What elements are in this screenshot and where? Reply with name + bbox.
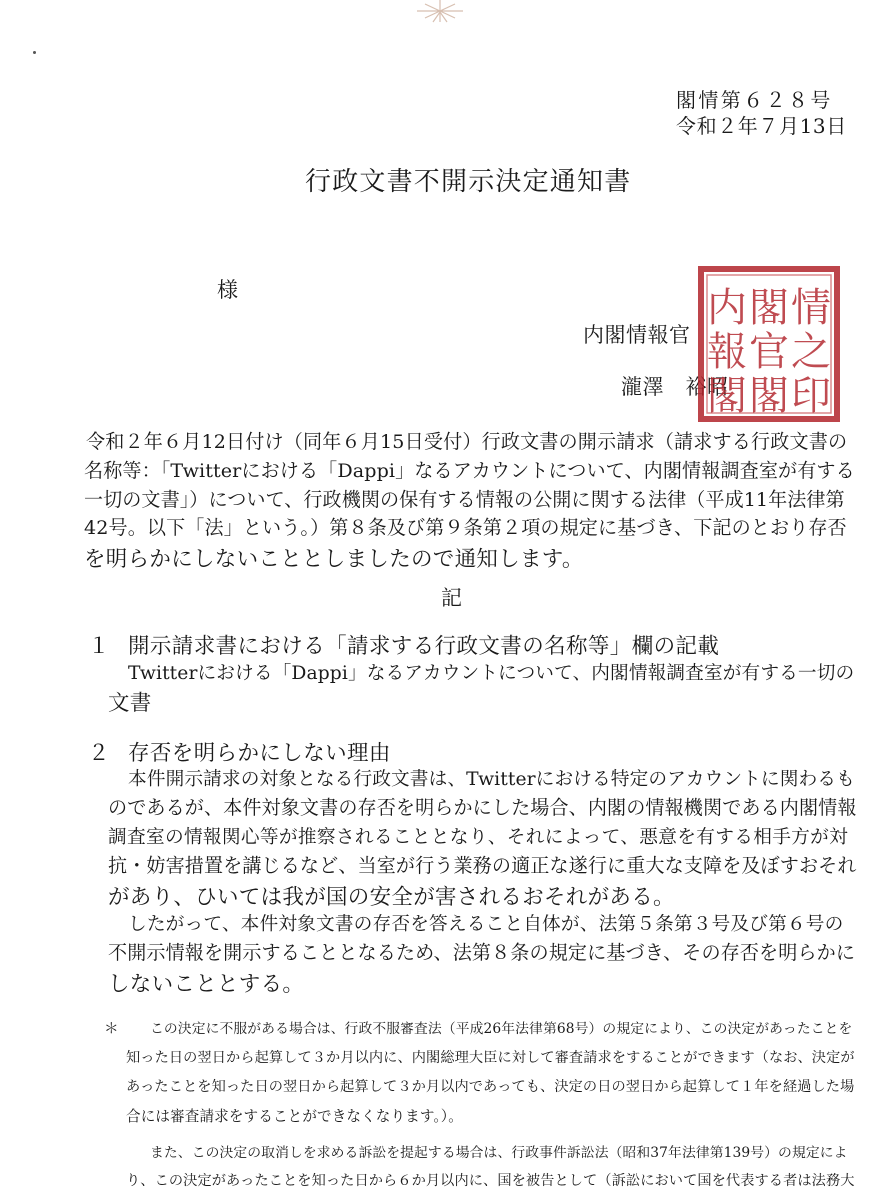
section1-line: Twitterにおける「Dappi」なるアカウントについて、内閣情報調査室が有する一切の — [128, 663, 855, 684]
section2-line: しないこととする。 — [108, 972, 305, 997]
section2-line: 調査室の情報関心等が推察されることとなり、それによって、悪意を有する相手方が対 — [108, 827, 849, 848]
footnote-line: 知った日の翌日から起算して３か月以内に、内閣総理大臣に対して審査請求をすることができます（なお、決定が — [126, 1050, 855, 1066]
footnote-line: り、この決定があったことを知った日から６か月以内に、国を被告として（訴訟において国を代表する者は法務大 — [126, 1173, 855, 1189]
section2-line: があり、ひいては我が国の安全が害されるおそれがある。 — [108, 885, 675, 910]
intro-line: 令和２年６月12日付け（同年６月15日受付）行政文書の開示請求（請求する行政文書の — [86, 430, 848, 453]
seal-char: 内 — [707, 285, 747, 331]
footnote-line: 合には審査請求をすることができなくなります。）。 — [126, 1108, 463, 1125]
seal-char: 情 — [791, 285, 831, 331]
seal-char: 印 — [791, 373, 831, 419]
footnote-line: また、この決定の取消しを求める訴訟を提起する場合は、行政事件訴訟法（昭和37年法律第139号）の規定によ — [150, 1145, 848, 1161]
intro-line: 一切の文書」）について、行政機関の保有する情報の公開に関する法律（平成11年法律第 — [84, 488, 845, 511]
scan-speck — [33, 51, 36, 54]
official-seal-stamp — [695, 263, 843, 425]
intro-line: を明らかにしないこととしましたので通知します。 — [84, 547, 584, 572]
document-date: 令和２年７月13日 — [676, 114, 847, 138]
watermark-mark — [395, 0, 485, 30]
seal-char: 閣 — [707, 373, 747, 419]
intro-line: 名称等：「Twitterにおける「Dappi」なるアカウントについて、内閣情報調査室が有する — [84, 459, 855, 482]
section1-number: １ — [88, 634, 110, 659]
section2-heading: 存否を明らかにしない理由 — [128, 741, 391, 766]
document-number: 閣情第６２８号 — [676, 88, 833, 112]
section1-heading: 開示請求書における「請求する行政文書の名称等」欄の記載 — [128, 634, 720, 659]
section2-line: 本件開示請求の対象となる行政文書は、Twitterにおける特定のアカウントに関わるも — [128, 769, 855, 790]
seal-char: 報 — [707, 329, 747, 375]
section2-line: したがって、本件対象文書の存否を答えること自体が、法第５条第３号及び第６号の — [128, 914, 844, 935]
footnote-line: この決定に不服がある場合は、行政不服審査法（平成26年法律第68号）の規定により、この決定があったことを — [150, 1021, 853, 1037]
footnote-marker: ＊ — [104, 1020, 119, 1037]
sender-title: 内閣情報官 — [583, 323, 691, 347]
section1-line: 文書 — [108, 691, 152, 716]
section2-number: ２ — [88, 741, 110, 766]
footnote-line: あったことを知った日の翌日から起算して３か月以内であっても、決定の日の翌日から起算して１年を経過した場 — [126, 1079, 855, 1095]
seal-char: 閣 — [749, 373, 789, 419]
section2-line: のであるが、本件対象文書の存否を明らかにした場合、内閣の情報機関である内閣情報 — [108, 796, 857, 819]
document-title: 行政文書不開示決定通知書 — [305, 167, 632, 197]
section2-line: 抗・妨害措置を講じるなど、当室が行う業務の適正な遂行に重大な支障を及ぼすおそれ — [108, 854, 857, 877]
seal-char: 之 — [791, 329, 831, 375]
ki-marker: 記 — [441, 586, 462, 610]
addressee-sama: 様 — [217, 278, 238, 302]
intro-line: 42号。以下「法」という。）第８条及び第９条第２項の規定に基づき、下記のとおり存否 — [84, 516, 847, 539]
seal-char: 官 — [749, 329, 789, 375]
section2-line: 不開示情報を開示することとなるため、法第８条の規定に基づき、その存否を明らかに — [108, 941, 856, 964]
seal-char: 閣 — [749, 285, 789, 331]
sender-name: 瀧澤 裕昭 — [621, 375, 729, 399]
